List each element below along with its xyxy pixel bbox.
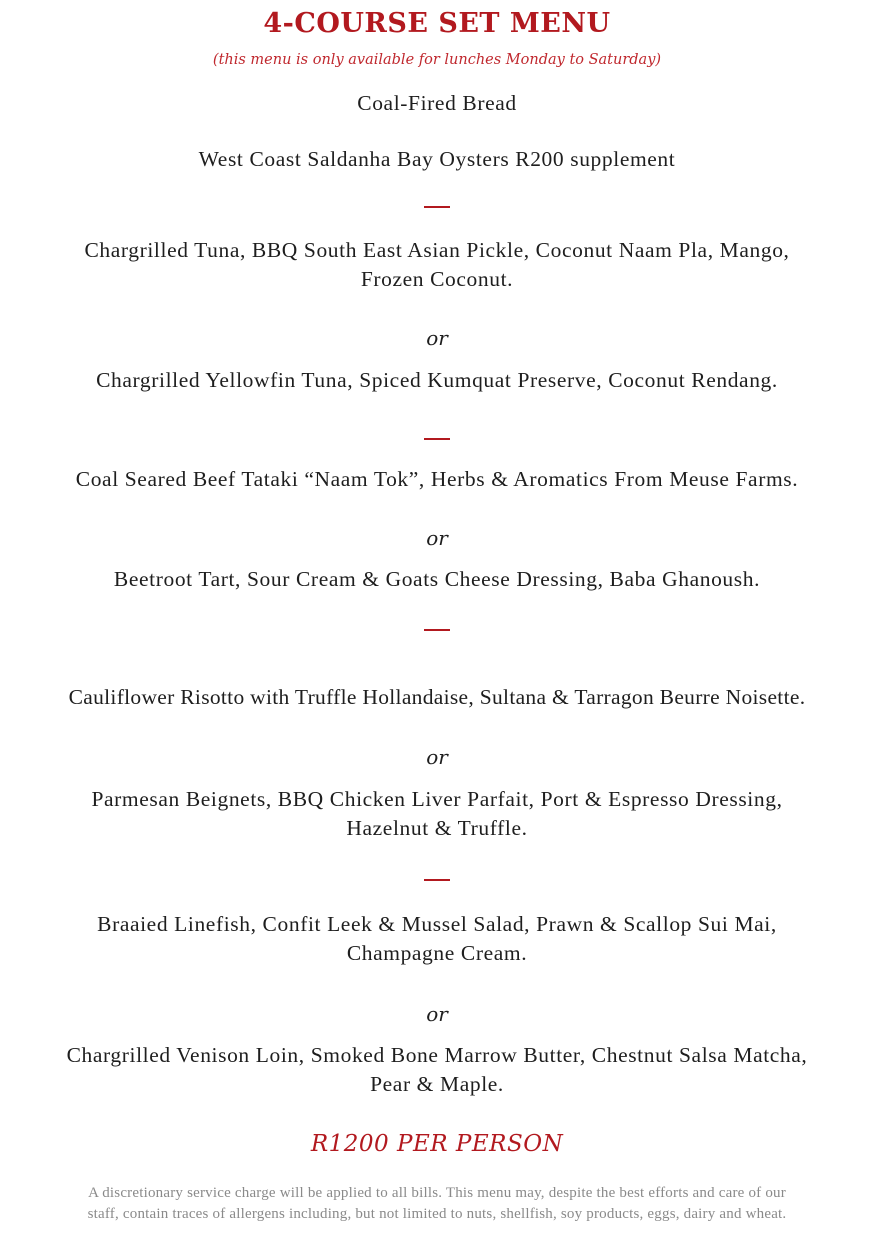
course3-option-b-line1: Parmesan Beignets, BBQ Chicken Liver Parfait, Port & Espresso Dressing, bbox=[91, 787, 783, 811]
menu-subtitle: (this menu is only available for lunches Monday to Saturday) bbox=[212, 52, 662, 68]
price-per-person: R1200 PER PERSON bbox=[310, 1131, 564, 1157]
course4-option-b-line1: Chargrilled Venison Loin, Smoked Bone Marrow Butter, Chestnut Salsa Matcha, bbox=[66, 1043, 808, 1067]
course4-option-a-line1: Braaied Linefish, Confit Leek & Mussel Salad, Prawn & Scallop Sui Mai, bbox=[97, 912, 777, 936]
course3-option-a: Cauliflower Risotto with Truffle Hollandaise, Sultana & Tarragon Beurre Noisette. bbox=[68, 685, 806, 709]
course-divider bbox=[424, 206, 450, 208]
course-divider bbox=[424, 629, 450, 631]
footer-line1: A discretionary service charge will be applied to all bills. This menu may, despite the best efforts and care of our bbox=[88, 1185, 786, 1201]
or-separator: or bbox=[426, 326, 448, 350]
footer-line2: staff, contain traces of allergens including, but not limited to nuts, shellfish, soy products, eggs, dairy and wheat. bbox=[87, 1206, 787, 1222]
menu-title: 4-COURSE SET MENU bbox=[263, 8, 611, 39]
course3-option-b-line2: Hazelnut & Truffle. bbox=[346, 816, 528, 840]
starter-oysters: West Coast Saldanha Bay Oysters R200 supplement bbox=[198, 147, 676, 171]
course1-option-b: Chargrilled Yellowfin Tuna, Spiced Kumquat Preserve, Coconut Rendang. bbox=[96, 368, 778, 392]
course4-option-b-line2: Pear & Maple. bbox=[370, 1072, 504, 1096]
or-separator: or bbox=[426, 526, 448, 550]
course4-option-a-line2: Champagne Cream. bbox=[346, 941, 528, 965]
course2-option-a: Coal Seared Beef Tataki “Naam Tok”, Herbs & Aromatics From Meuse Farms. bbox=[75, 467, 799, 491]
footer-disclaimer bbox=[20, 1183, 854, 1225]
course1-option-a-line2: Frozen Coconut. bbox=[360, 267, 514, 291]
or-separator: or bbox=[426, 745, 448, 769]
starter-bread: Coal-Fired Bread bbox=[357, 91, 517, 115]
course2-option-b: Beetroot Tart, Sour Cream & Goats Cheese Dressing, Baba Ghanoush. bbox=[113, 567, 761, 591]
course-divider bbox=[424, 438, 450, 440]
or-separator: or bbox=[426, 1002, 448, 1026]
course1-option-a-line1: Chargrilled Tuna, BBQ South East Asian Pickle, Coconut Naam Pla, Mango, bbox=[84, 238, 790, 262]
course-divider bbox=[424, 879, 450, 881]
